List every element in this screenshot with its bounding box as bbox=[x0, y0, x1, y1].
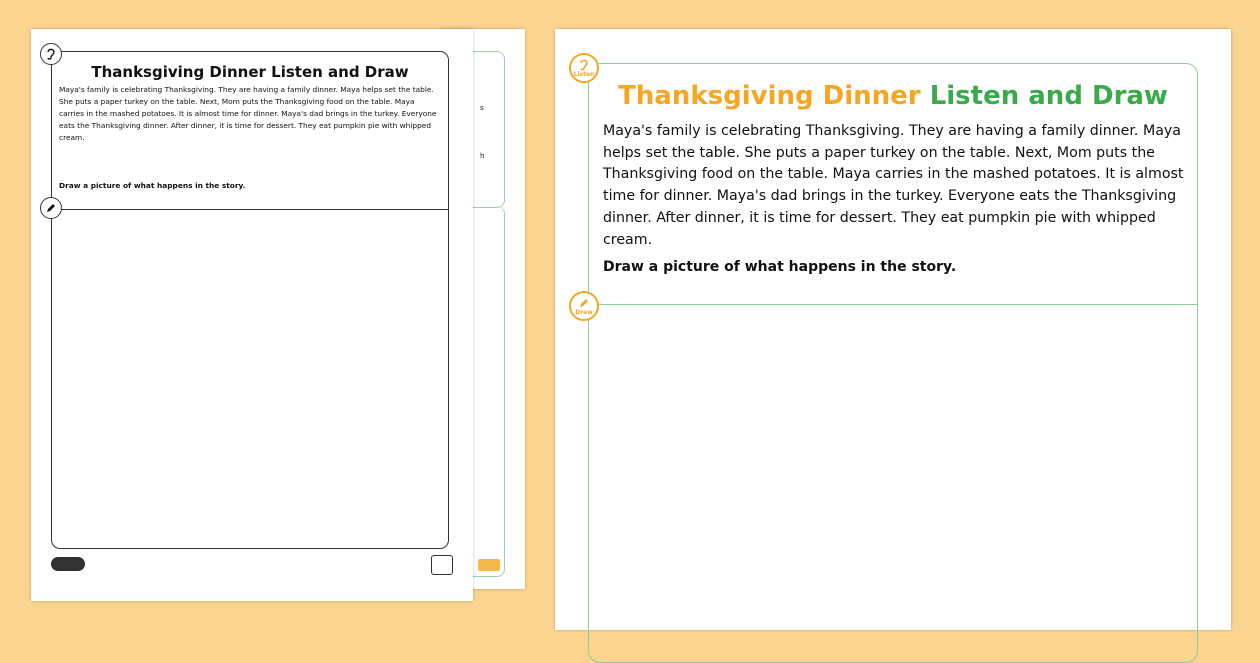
front-worksheet-preview bbox=[31, 29, 473, 601]
ear-icon bbox=[40, 43, 62, 65]
front-divider bbox=[51, 209, 449, 210]
ear-icon bbox=[569, 53, 599, 83]
color-worksheet bbox=[555, 29, 1231, 630]
story-paragraph: Maya's family is celebrating Thanksgiving. They are having a family dinner. Maya helps set the table. She puts a paper turkey on the table. Next, Mom puts the Thanksgiving food on the table. Maya carries in the mashed potatoes. It is almost time for dinner. Maya's dad brings in the turkey. Everyone eats the Thanksgiving dinner. After dinner, it is time for dessert. They eat pumpkin pie with whipped cream. bbox=[603, 123, 1184, 248]
drawing-area[interactable] bbox=[588, 306, 1198, 636]
title-part-orange: Thanksgiving Dinner bbox=[618, 81, 921, 111]
publisher-logo bbox=[51, 557, 85, 571]
worksheet-divider bbox=[588, 304, 1198, 305]
front-title: Thanksgiving Dinner Listen and Draw bbox=[91, 63, 409, 81]
front-instruction: Draw a picture of what happens in the story. bbox=[59, 181, 246, 190]
back-text-fragment: s bbox=[480, 104, 484, 112]
draw-label: Draw bbox=[575, 308, 593, 316]
footer-badge bbox=[431, 555, 453, 575]
listen-label: Listen bbox=[573, 71, 595, 78]
draw-instruction: Draw a picture of what happens in the story. bbox=[603, 259, 957, 275]
title-part-green: Listen and Draw bbox=[929, 81, 1168, 111]
pencil-icon bbox=[40, 197, 62, 219]
back-footer-badge bbox=[478, 559, 500, 571]
back-text-fragment: h bbox=[480, 152, 485, 160]
worksheet-title bbox=[588, 81, 1198, 111]
front-story-paragraph: Maya's family is celebrating Thanksgiving. They are having a family dinner. Maya helps set the table. She puts a paper turkey on the table. Next, Mom puts the Thanksgiving food on the table. Maya carries in the mashed potatoes. It is almost time for dinner. Maya's dad brings in the turkey. Everyone eats the Thanksgiving dinner. After dinner, it is time for dessert. They eat pumpkin pie with whipped cream. bbox=[59, 85, 437, 142]
